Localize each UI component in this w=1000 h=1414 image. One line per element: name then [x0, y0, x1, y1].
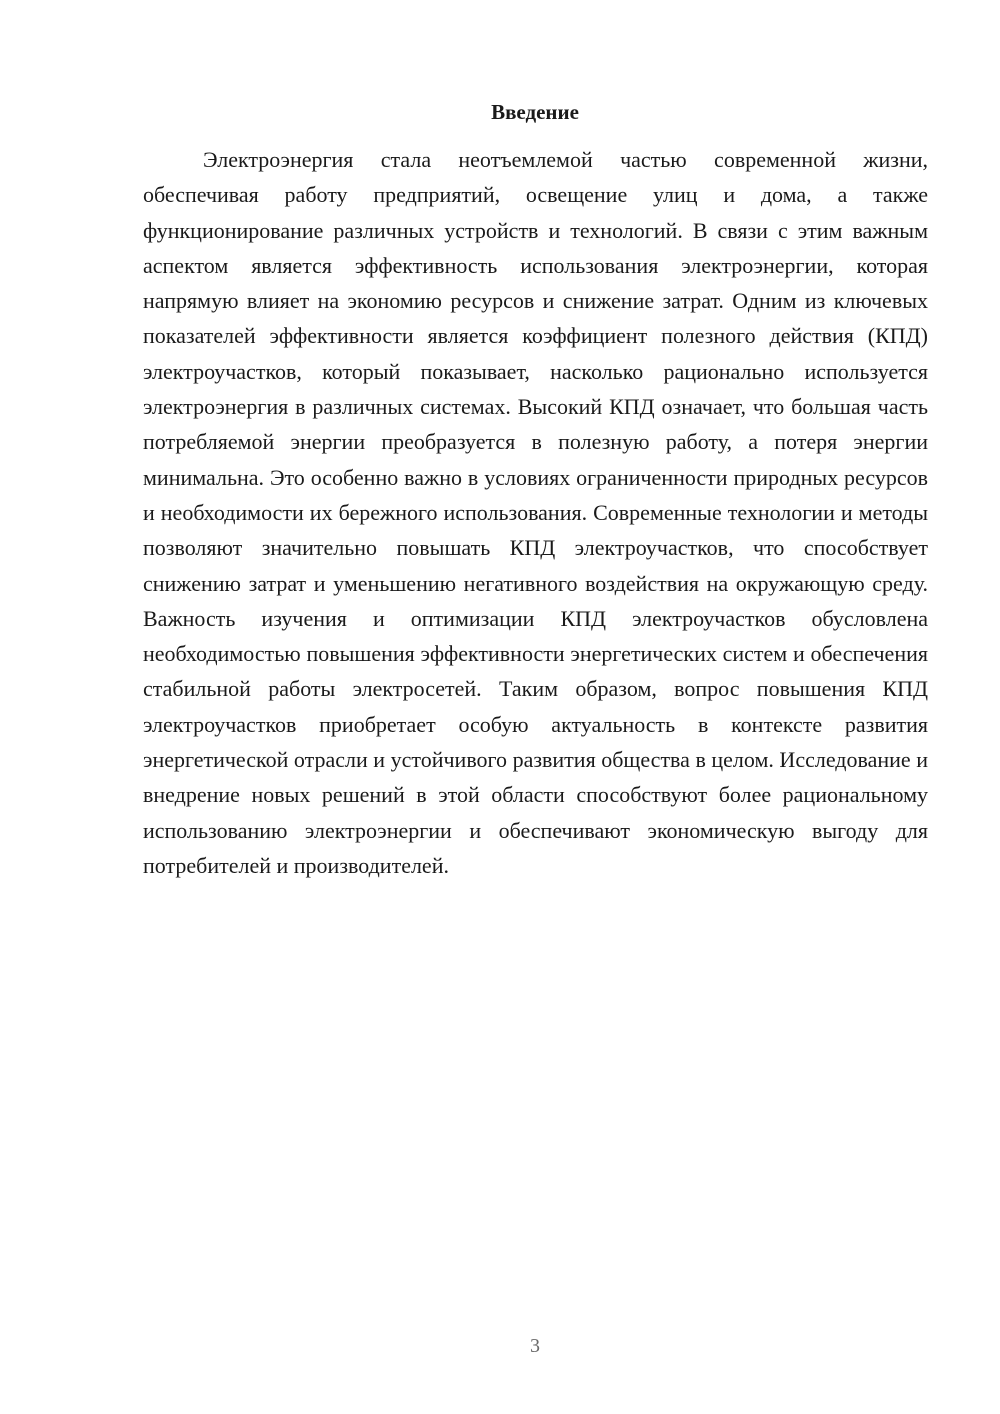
section-heading: Введение	[491, 100, 579, 124]
introduction-paragraph: Электроэнергия стала неотъемлемой частью современной жизни, обеспечивая работу предприятий, освещение улиц и дома, а также функционирование различных устройств и технологий. В связи с этим важным аспектом является эффективность использования электроэнергии, которая напрямую влияет на экономию ресурсов и снижение затрат. Одним из ключевых показателей эффективности является коэффициент полезного действия (КПД) электроучастков, который показывает, насколько рационально используется электроэнергия в различных системах. Высокий КПД означает, что большая часть потребляемой энергии преобразуется в полезную работу, а потеря энергии минимальна. Это особенно важно в условиях ограниченности природных ресурсов и необходимости их бережного использования. Современные технологии и методы позволяют значительно повышать КПД электроучастков, что способствует снижению затрат и уменьшению негативного воздействия на окружающую среду. Важность изучения и оптимизации КПД электроучастков обусловлена необходимостью повышения эффективности энергетических систем и обеспечения стабильной работы электросетей. Таким образом, вопрос повышения КПД электроучастков приобретает особую актуальность в контексте развития энергетической отрасли и устойчивого развития общества в целом. Исследование и внедрение новых решений в этой области способствуют более рациональному использованию электроэнергии и обеспечивают экономическую выгоду для потребителей и производителей.	[143, 147, 928, 878]
page-number: 3	[530, 1335, 540, 1357]
